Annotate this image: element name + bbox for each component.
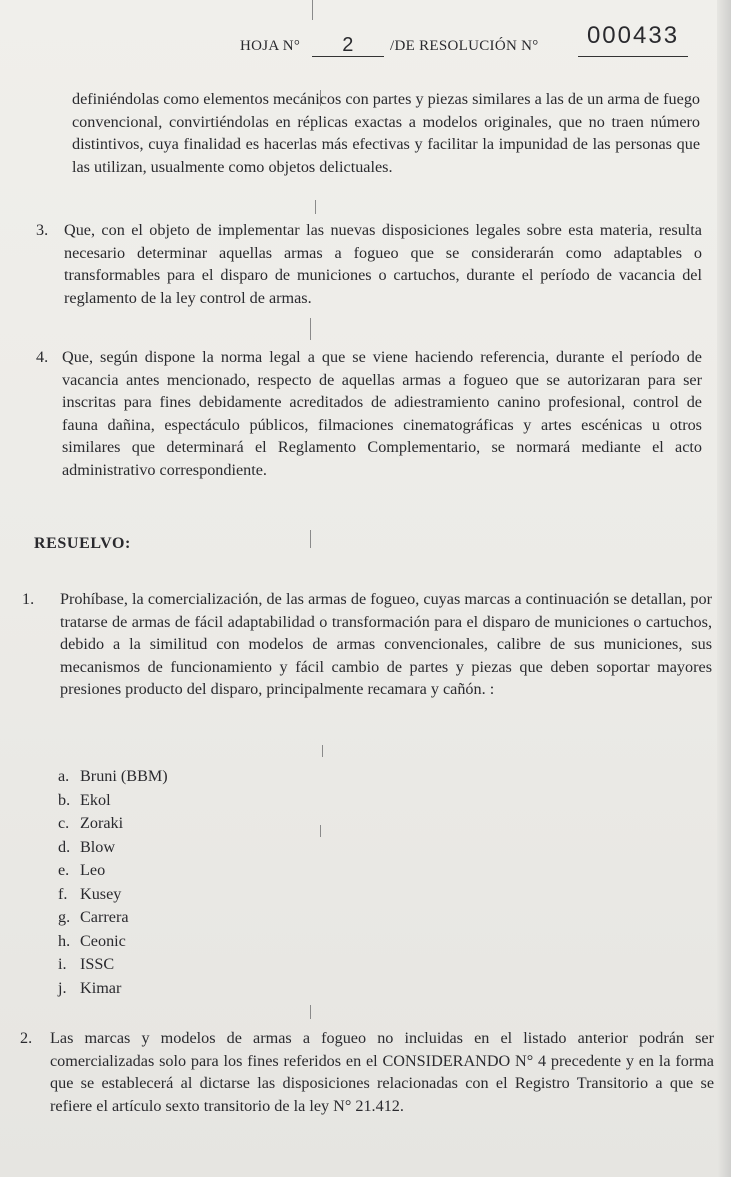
list-item-letter: d. <box>58 837 71 856</box>
brand-name: Kusey <box>80 884 122 903</box>
resolution-text: Prohíbase, la comercialización, de las armas de fogueo, cuyas marcas a continuación se detallan, por tratarse de armas de fácil adaptabilidad o transformación para el disparo de municiones o cartuchos, debido a la similitud con modelos de armas convencionales, calibre de sus municiones, sus mecanismos de funcionamiento y fácil cambio de partes y piezas que deben soportar mayores presiones producto del disparo, principalmente recamara y cañón. : <box>60 590 712 699</box>
list-item-letter: i. <box>58 955 67 973</box>
brand-name: Ceonic <box>80 931 126 950</box>
list-item-letter: c. <box>58 814 70 832</box>
fold-mark <box>322 745 323 757</box>
considerando-number: 3. <box>36 221 49 239</box>
fold-mark <box>315 200 316 214</box>
resolucion-number: 000433 <box>578 16 688 57</box>
considerando-text: Que, según dispone la norma legal a que se viene haciendo referencia, durante el período de vacancia antes mencionado, respecto de aquellas armas a fogueo que se autorizaran para ser inscritas para fines debidamente acreditados de adiestramiento canino profesional, control de fauna dañina, espectáculo públicos, filmaciones cinematográficas y artes escénicas u otros similares que determinará el Reglamento Complementario, se normará mediante el acto administrativo correspondiente. <box>62 348 702 479</box>
brand-name: Kimar <box>80 978 122 997</box>
resuelvo-heading: RESUELVO: <box>34 535 131 552</box>
intro-paragraph: definiéndolas como elementos mecánicos con partes y piezas similares a las de un arma de fuego convencional, convirtiéndolas en réplicas exactas a modelos originales, que no traen número distintivos, cuya finalidad es hacerlas más efectivas y facilitar la impunidad de las personas que las utilizan, usualmente como objetos delictuales. <box>72 90 700 176</box>
list-item <box>58 977 168 1001</box>
list-item <box>58 906 168 930</box>
resolution-number: 2. <box>20 1029 33 1047</box>
list-item-letter: g. <box>58 908 71 926</box>
considerando-text: Que, con el objeto de implementar las nuevas disposiciones legales sobre esta materia, resulta necesario determinar aquellas armas a fogueo que se considerarán como adaptables o transformables para el disparo de municiones o cartuchos, durante el período de vacancia del reglamento de la ley control de armas. <box>64 221 702 307</box>
hoja-number: 2 <box>312 34 384 57</box>
fold-mark <box>320 825 321 837</box>
brand-name: ISSC <box>80 955 115 973</box>
list-item <box>58 789 168 813</box>
brand-name: Carrera <box>80 908 129 926</box>
list-item <box>58 930 168 954</box>
list-item <box>58 883 168 907</box>
list-item <box>58 953 168 977</box>
resolucion-label: /DE RESOLUCIÓN N° <box>390 38 539 54</box>
list-item-letter: h. <box>58 931 71 950</box>
brand-name: Zoraki <box>80 814 124 832</box>
fold-mark <box>310 1005 311 1019</box>
document-header <box>240 22 710 74</box>
brand-name: Bruni (BBM) <box>80 767 168 785</box>
brand-name: Leo <box>80 861 106 879</box>
resolution-number: 1. <box>22 590 35 608</box>
list-item <box>58 765 168 789</box>
brand-list <box>58 765 168 1000</box>
considerando-number: 4. <box>36 348 49 366</box>
fold-mark <box>310 530 311 548</box>
list-item <box>58 812 168 836</box>
list-item-letter: f. <box>58 884 68 903</box>
list-item-letter: e. <box>58 861 70 879</box>
fold-mark <box>312 0 313 20</box>
list-item <box>58 836 168 860</box>
list-item <box>58 859 168 883</box>
brand-name: Blow <box>80 837 116 856</box>
list-item-letter: b. <box>58 790 71 809</box>
resolution-text: Las marcas y modelos de armas a fogueo no incluidas en el listado anterior podrán ser comercializadas solo para los fines referidos en el CONSIDERANDO N° 4 precedente y en la forma que se establecerá al dictarse las disposiciones relacionadas con el Registro Transitorio a que se refiere el artículo sexto transitorio de la ley N° 21.412. <box>50 1029 714 1115</box>
page-edge-shadow <box>717 0 731 1177</box>
hoja-label: HOJA N° <box>240 38 301 54</box>
list-item-letter: a. <box>58 767 70 785</box>
fold-mark <box>310 318 311 340</box>
list-item-letter: j. <box>58 978 67 997</box>
brand-name: Ekol <box>80 790 111 809</box>
